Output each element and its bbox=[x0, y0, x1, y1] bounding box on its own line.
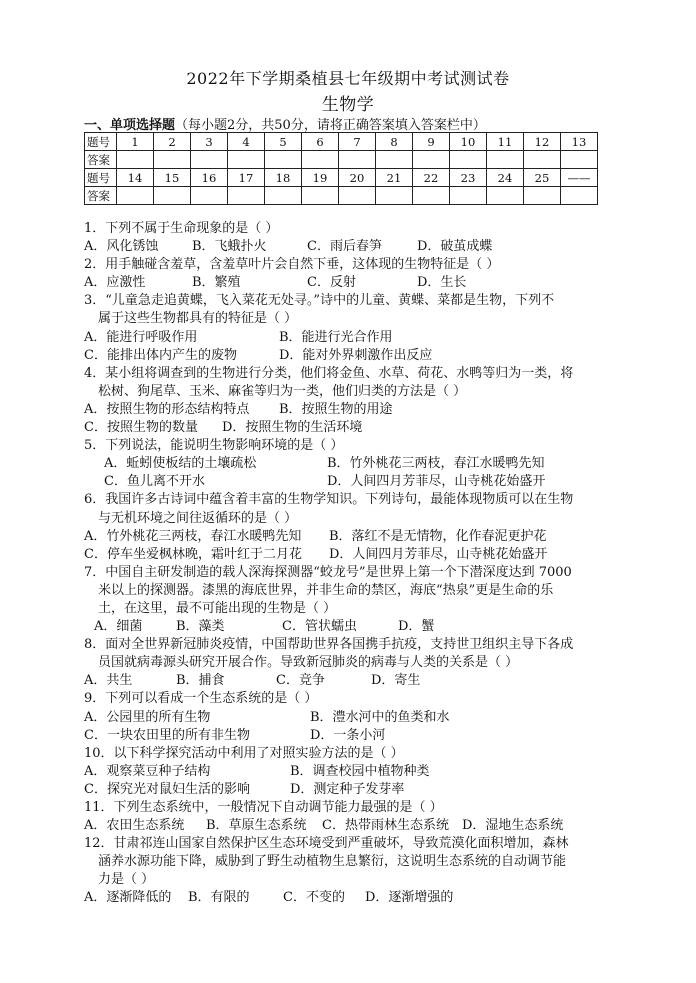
answer-cell[interactable] bbox=[413, 187, 450, 205]
options-row bbox=[84, 709, 624, 727]
question-stem: 1．下列不属于生命现象的是（ ） bbox=[84, 221, 279, 236]
option-b[interactable]: B．繁殖 bbox=[192, 275, 241, 291]
question-number-cell: 7 bbox=[339, 133, 376, 151]
question-stem: 12．甘肃祁连山国家自然保护区生态环境受到严重破坏，导致荒漠化面积增加，森林 bbox=[84, 836, 569, 852]
question-list bbox=[84, 220, 624, 908]
option-d[interactable]: D．生长 bbox=[417, 275, 467, 291]
options-row bbox=[84, 401, 624, 419]
answer-cell[interactable] bbox=[487, 151, 524, 169]
answer-table-row-answers-1 bbox=[85, 151, 598, 169]
answer-cell[interactable] bbox=[524, 187, 561, 205]
answer-cell[interactable] bbox=[302, 151, 339, 169]
question-stem-continued: 与无机环境之间往返循环的是（ ） bbox=[98, 510, 298, 526]
question-number-cell: 22 bbox=[413, 169, 450, 187]
question-stem: 2．用手触碰含羞草，含羞草叶片会自然下垂，这体现的生物特征是（ ） bbox=[84, 257, 500, 273]
option-c[interactable]: C．雨后春笋 bbox=[307, 239, 382, 255]
answer-cell[interactable] bbox=[191, 187, 228, 205]
option-b[interactable]: B．澧水河中的鱼类和水 bbox=[310, 709, 450, 725]
option-a[interactable]: A．按照生物的形态结构特点 bbox=[84, 401, 250, 417]
answer-table bbox=[84, 132, 598, 205]
option-b[interactable]: B．调查校园中植物种类 bbox=[290, 763, 430, 779]
answer-cell[interactable] bbox=[154, 187, 191, 205]
option-d[interactable]: D．蟹 bbox=[398, 619, 435, 635]
option-b[interactable]: B．按照生物的用途 bbox=[279, 401, 393, 417]
answer-cell[interactable] bbox=[154, 151, 191, 169]
question-stem: 9．下列可以看成一个生态系统的是（ ） bbox=[84, 691, 318, 707]
question-number-cell: 9 bbox=[413, 133, 450, 151]
question-stem-continued: 力是（ ） bbox=[98, 872, 155, 888]
option-c[interactable]: C．鱼儿离不开水 bbox=[104, 474, 205, 490]
question-number-cell: 21 bbox=[376, 169, 413, 187]
options-row bbox=[84, 672, 624, 690]
option-b[interactable]: B．落红不是无情物，化作春泥更护花 bbox=[329, 528, 547, 544]
options-row bbox=[84, 347, 624, 365]
answer-cell[interactable] bbox=[561, 187, 598, 205]
option-d[interactable]: D．寄生 bbox=[371, 673, 421, 689]
answer-cell[interactable] bbox=[561, 151, 598, 169]
question-number-cell: 10 bbox=[450, 133, 487, 151]
question-number-cell: 24 bbox=[487, 169, 524, 187]
option-b[interactable]: B．有限的 bbox=[188, 890, 250, 906]
question-number-cell: 19 bbox=[302, 169, 339, 187]
question-number-cell: 14 bbox=[117, 169, 154, 187]
answer-cell[interactable] bbox=[117, 151, 154, 169]
option-a[interactable]: A．观察菜豆种子结构 bbox=[84, 763, 211, 779]
option-b[interactable]: B．捕食 bbox=[176, 673, 225, 689]
option-c[interactable]: C．停车坐爱枫林晚，霜叶红于二月花 bbox=[84, 546, 302, 562]
option-c[interactable]: C．热带雨林生态系统 bbox=[322, 818, 449, 834]
option-a[interactable]: A．蚯蚓使板结的土壤疏松 bbox=[104, 456, 257, 472]
question-number-cell: 13 bbox=[561, 133, 598, 151]
answer-cell[interactable] bbox=[376, 151, 413, 169]
options-row bbox=[84, 329, 624, 347]
options-row bbox=[84, 781, 624, 799]
option-d[interactable]: D．人间四月芳菲尽，山寺桃花始盛开 bbox=[327, 474, 546, 490]
question-number-cell: —— bbox=[561, 169, 598, 187]
option-a[interactable]: A．共生 bbox=[84, 673, 133, 689]
option-c[interactable]: C．探究光对鼠妇生活的影响 bbox=[84, 781, 250, 797]
options-row bbox=[84, 419, 624, 437]
answer-cell[interactable] bbox=[450, 187, 487, 205]
question-stem-continued: 员国就病毒源头研究开展合作。导致新冠肺炎的病毒与人类的关系是（ ） bbox=[98, 655, 519, 671]
question-number-cell: 15 bbox=[154, 169, 191, 187]
question-stem-continued: 属于这些生物都具有的特征是（ ） bbox=[98, 311, 298, 327]
question-number-cell: 1 bbox=[117, 133, 154, 151]
answer-cell[interactable] bbox=[524, 151, 561, 169]
options-row bbox=[84, 889, 624, 907]
answer-cell[interactable] bbox=[413, 151, 450, 169]
question-number-cell: 4 bbox=[228, 133, 265, 151]
option-a[interactable]: A．逐渐降低的 bbox=[84, 890, 172, 906]
option-b[interactable]: B．竹外桃花三两枝，春江水暖鸭先知 bbox=[327, 456, 545, 472]
question-stem-continued: 涵养水源功能下降，威胁到了野生动植物生息繁衍，这说明生态系统的自动调节能 bbox=[98, 854, 567, 870]
question-number-cell: 8 bbox=[376, 133, 413, 151]
question-number-cell: 23 bbox=[450, 169, 487, 187]
question-stem: 4．某小组将调查到的生物进行分类，他们将金鱼、水草、荷花、水鸭等归为一类，将 bbox=[84, 365, 574, 381]
options-row bbox=[84, 528, 624, 546]
option-a[interactable]: A．细菌 bbox=[94, 619, 143, 635]
options-row bbox=[84, 618, 624, 636]
option-d[interactable]: D．破茧成蝶 bbox=[417, 239, 493, 255]
options-row bbox=[84, 817, 624, 835]
question-number-cell: 25 bbox=[524, 169, 561, 187]
answer-cell[interactable] bbox=[265, 187, 302, 205]
option-d[interactable]: D．逐渐增强的 bbox=[365, 890, 454, 906]
option-a[interactable]: A．竹外桃花三两枝，春江水暖鸭先知 bbox=[84, 528, 302, 544]
exam-title: 2022年下学期桑植县七年级期中考试测试卷 bbox=[186, 69, 510, 88]
question-stem: 3．“儿童急走追黄蝶，飞入菜花无处寻。”诗中的儿童、黄蝶、菜都是生物，下列不 bbox=[84, 293, 555, 309]
answer-cell[interactable] bbox=[228, 187, 265, 205]
option-c[interactable]: C．不变的 bbox=[283, 890, 345, 906]
exam-subject: 生物学 bbox=[321, 95, 375, 115]
options-row bbox=[84, 238, 624, 256]
row-label-question: 题号 bbox=[85, 169, 117, 187]
question-number-cell: 2 bbox=[154, 133, 191, 151]
option-c[interactable]: C．反射 bbox=[307, 275, 356, 291]
options-row bbox=[84, 727, 624, 745]
options-row bbox=[84, 546, 624, 564]
option-c[interactable]: C．一块农田里的所有非生物 bbox=[84, 727, 250, 743]
answer-table-row-numbers-2 bbox=[85, 169, 598, 187]
answer-cell[interactable] bbox=[265, 151, 302, 169]
question-stem-continued: 米以上的探测器。漆黑的海底世界，并非生命的禁区，海底“热泉”更是生命的乐 bbox=[98, 582, 554, 598]
question-number-cell: 20 bbox=[339, 169, 376, 187]
question-number-cell: 3 bbox=[191, 133, 228, 151]
options-row bbox=[84, 455, 624, 473]
option-b[interactable]: B．能进行光合作用 bbox=[279, 329, 393, 345]
option-a[interactable]: A．公园里的所有生物 bbox=[84, 709, 211, 725]
options-row bbox=[84, 274, 624, 292]
answer-cell[interactable] bbox=[339, 187, 376, 205]
answer-cell[interactable] bbox=[228, 151, 265, 169]
answer-cell[interactable] bbox=[450, 151, 487, 169]
option-d[interactable]: D．一条小河 bbox=[310, 727, 386, 743]
row-label-answer: 答案 bbox=[85, 187, 117, 205]
option-c[interactable]: C．按照生物的数量 bbox=[84, 420, 198, 436]
question-number-cell: 5 bbox=[265, 133, 302, 151]
question-stem: 10．以下科学探究活动中利用了对照实验方法的是（ ） bbox=[84, 745, 404, 761]
option-b[interactable]: B．藻类 bbox=[176, 619, 225, 635]
answer-table-row-numbers-1 bbox=[85, 133, 598, 151]
question-number-cell: 18 bbox=[265, 169, 302, 187]
question-number-cell: 17 bbox=[228, 169, 265, 187]
option-c[interactable]: C．竞争 bbox=[276, 673, 325, 689]
option-c[interactable]: C．管状蠕虫 bbox=[282, 619, 357, 635]
question-stem: 7．中国自主研发制造的载人深海探测器“蛟龙号”是世界上第一个下潜深度达到 7000 bbox=[84, 564, 572, 580]
option-a[interactable]: A．能进行呼吸作用 bbox=[84, 329, 198, 345]
row-label-answer: 答案 bbox=[85, 151, 117, 169]
answer-cell[interactable] bbox=[302, 187, 339, 205]
question-number-cell: 11 bbox=[487, 133, 524, 151]
question-stem: 8．面对全世界新冠肺炎疫情，中国帮助世界各国携手抗疫，支持世卫组织主导下各成 bbox=[84, 637, 574, 653]
row-label-question: 题号 bbox=[85, 133, 117, 151]
options-row bbox=[84, 763, 624, 781]
option-d[interactable]: D．测定种子发芽率 bbox=[290, 781, 405, 797]
answer-cell[interactable] bbox=[487, 187, 524, 205]
option-d[interactable]: D．湿地生态系统 bbox=[462, 818, 564, 834]
section-heading bbox=[84, 114, 486, 133]
question-number-cell: 16 bbox=[191, 169, 228, 187]
option-d[interactable]: D．人间四月芳菲尽，山寺桃花始盛开 bbox=[329, 546, 548, 562]
answer-table-row-answers-2 bbox=[85, 187, 598, 205]
question-stem: 6．我国许多古诗词中蕴含着丰富的生物学知识。下列诗句，最能体现物质可以在生物 bbox=[84, 492, 574, 508]
section-title: 一、单项选择题 bbox=[84, 118, 176, 133]
section-note: （每小题2分，共50分，请将正确答案填入答案栏中） bbox=[175, 118, 486, 133]
option-a[interactable]: A．风化锈蚀 bbox=[84, 239, 159, 255]
answer-cell[interactable] bbox=[117, 187, 154, 205]
answer-cell[interactable] bbox=[339, 151, 376, 169]
option-a[interactable]: A．应激性 bbox=[84, 275, 146, 291]
option-c[interactable]: C．能排出体内产生的废物 bbox=[84, 347, 237, 363]
option-b[interactable]: B．草原生态系统 bbox=[206, 818, 307, 834]
question-number-cell: 6 bbox=[302, 133, 339, 151]
option-d[interactable]: D．能对外界刺激作出反应 bbox=[279, 347, 433, 363]
option-b[interactable]: B．飞蛾扑火 bbox=[192, 239, 267, 255]
question-stem-continued: 松树、狗尾草、玉米、麻雀等归为一类，他们归类的方法是（ ） bbox=[98, 383, 467, 399]
option-d[interactable]: D．按照生物的生活环境 bbox=[222, 420, 363, 436]
question-stem: 11．下列生态系统中，一般情况下自动调节能力最强的是（ ） bbox=[84, 800, 443, 815]
options-row bbox=[84, 473, 624, 491]
question-stem: 5．下列说法，能说明生物影响环境的是（ ） bbox=[84, 438, 344, 454]
answer-cell[interactable] bbox=[376, 187, 413, 205]
question-number-cell: 12 bbox=[524, 133, 561, 151]
answer-cell[interactable] bbox=[191, 151, 228, 169]
option-a[interactable]: A．农田生态系统 bbox=[84, 818, 185, 834]
question-stem-continued: 土，在这里，最不可能出现的生物是（ ） bbox=[98, 600, 337, 616]
